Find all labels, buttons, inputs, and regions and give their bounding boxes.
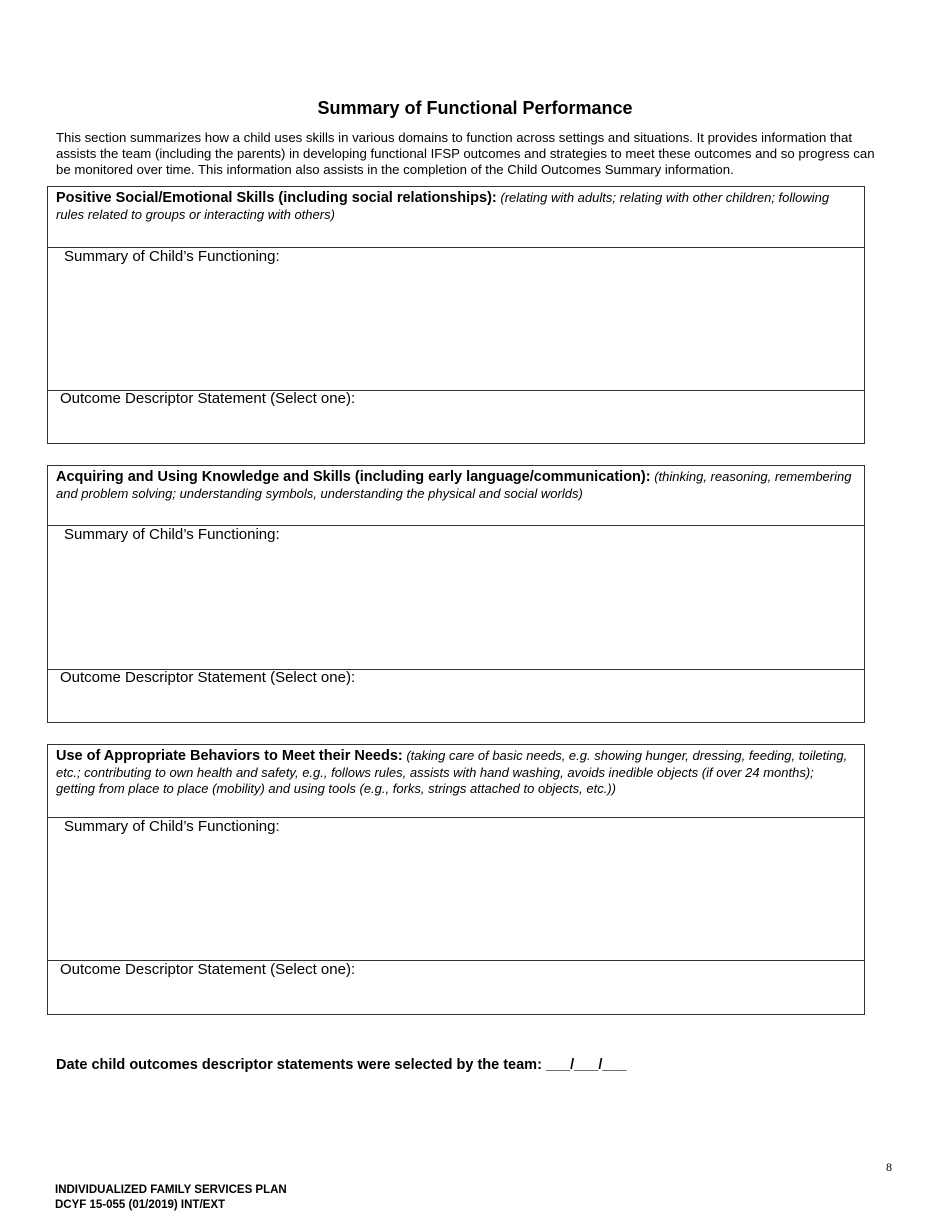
section-heading: Positive Social/Emotional Skills (including social relationships): [56,190,497,206]
page-title: Summary of Functional Performance [317,98,633,118]
outcome-label: Outcome Descriptor Statement (Select one): [60,669,356,686]
outcome-field[interactable] [48,960,864,1014]
section-header [48,745,864,818]
summary-label: Summary of Child’s Functioning: [64,248,280,265]
section-description: (thinking, reasoning, remembering and problem solving; understanding symbols, understanding the physical and social worlds) [56,469,852,501]
summary-field[interactable] [48,525,864,670]
section-heading: Use of Appropriate Behaviors to Meet their Needs: [56,748,403,764]
date-selected-line[interactable]: Date child outcomes descriptor statements were selected by the team: ___/___/___ [56,1057,627,1073]
summary-label: Summary of Child’s Functioning: [64,526,280,543]
form-footer [55,1183,287,1213]
section-social-emotional [47,186,865,444]
summary-field[interactable] [48,247,864,391]
section-description: (relating with adults; relating with other children; following rules related to groups or interacting with others) [56,190,830,222]
section-description: (taking care of basic needs, e.g. showing hunger, dressing, feeding, toileting, etc.; contributing to own health and safety, e.g., follows rules, assists with hand washing, avoids inedible objects (if over 24 months); getting from place to place (mobility) and using tools (e.g., forks, strings attached to objects, etc.)) [56,748,848,796]
intro-paragraph: This section summarizes how a child uses skills in various domains to function across settings and situations. It provides information that assists the team (including the parents) in developing functional IFSP outcomes and strategies to meet these outcomes and so progress can be monitored over time. This information also assists in the completion of the Child Outcomes Summary information. [56,130,875,177]
section-appropriate-behaviors [47,744,865,1015]
section-knowledge-skills [47,465,865,723]
summary-field[interactable] [48,817,864,961]
page-number: 8 [886,1160,892,1174]
section-header [48,466,864,526]
footer-form-name: INDIVIDUALIZED FAMILY SERVICES PLAN [55,1184,287,1196]
summary-label: Summary of Child’s Functioning: [64,818,280,835]
outcome-label: Outcome Descriptor Statement (Select one): [60,961,356,978]
section-heading: Acquiring and Using Knowledge and Skills (including early language/communication): [56,469,651,485]
footer-form-id: DCYF 15-055 (01/2019) INT/EXT [55,1199,226,1211]
section-header [48,187,864,248]
outcome-label: Outcome Descriptor Statement (Select one): [60,390,356,407]
outcome-field[interactable] [48,668,864,722]
outcome-field[interactable] [48,389,864,443]
